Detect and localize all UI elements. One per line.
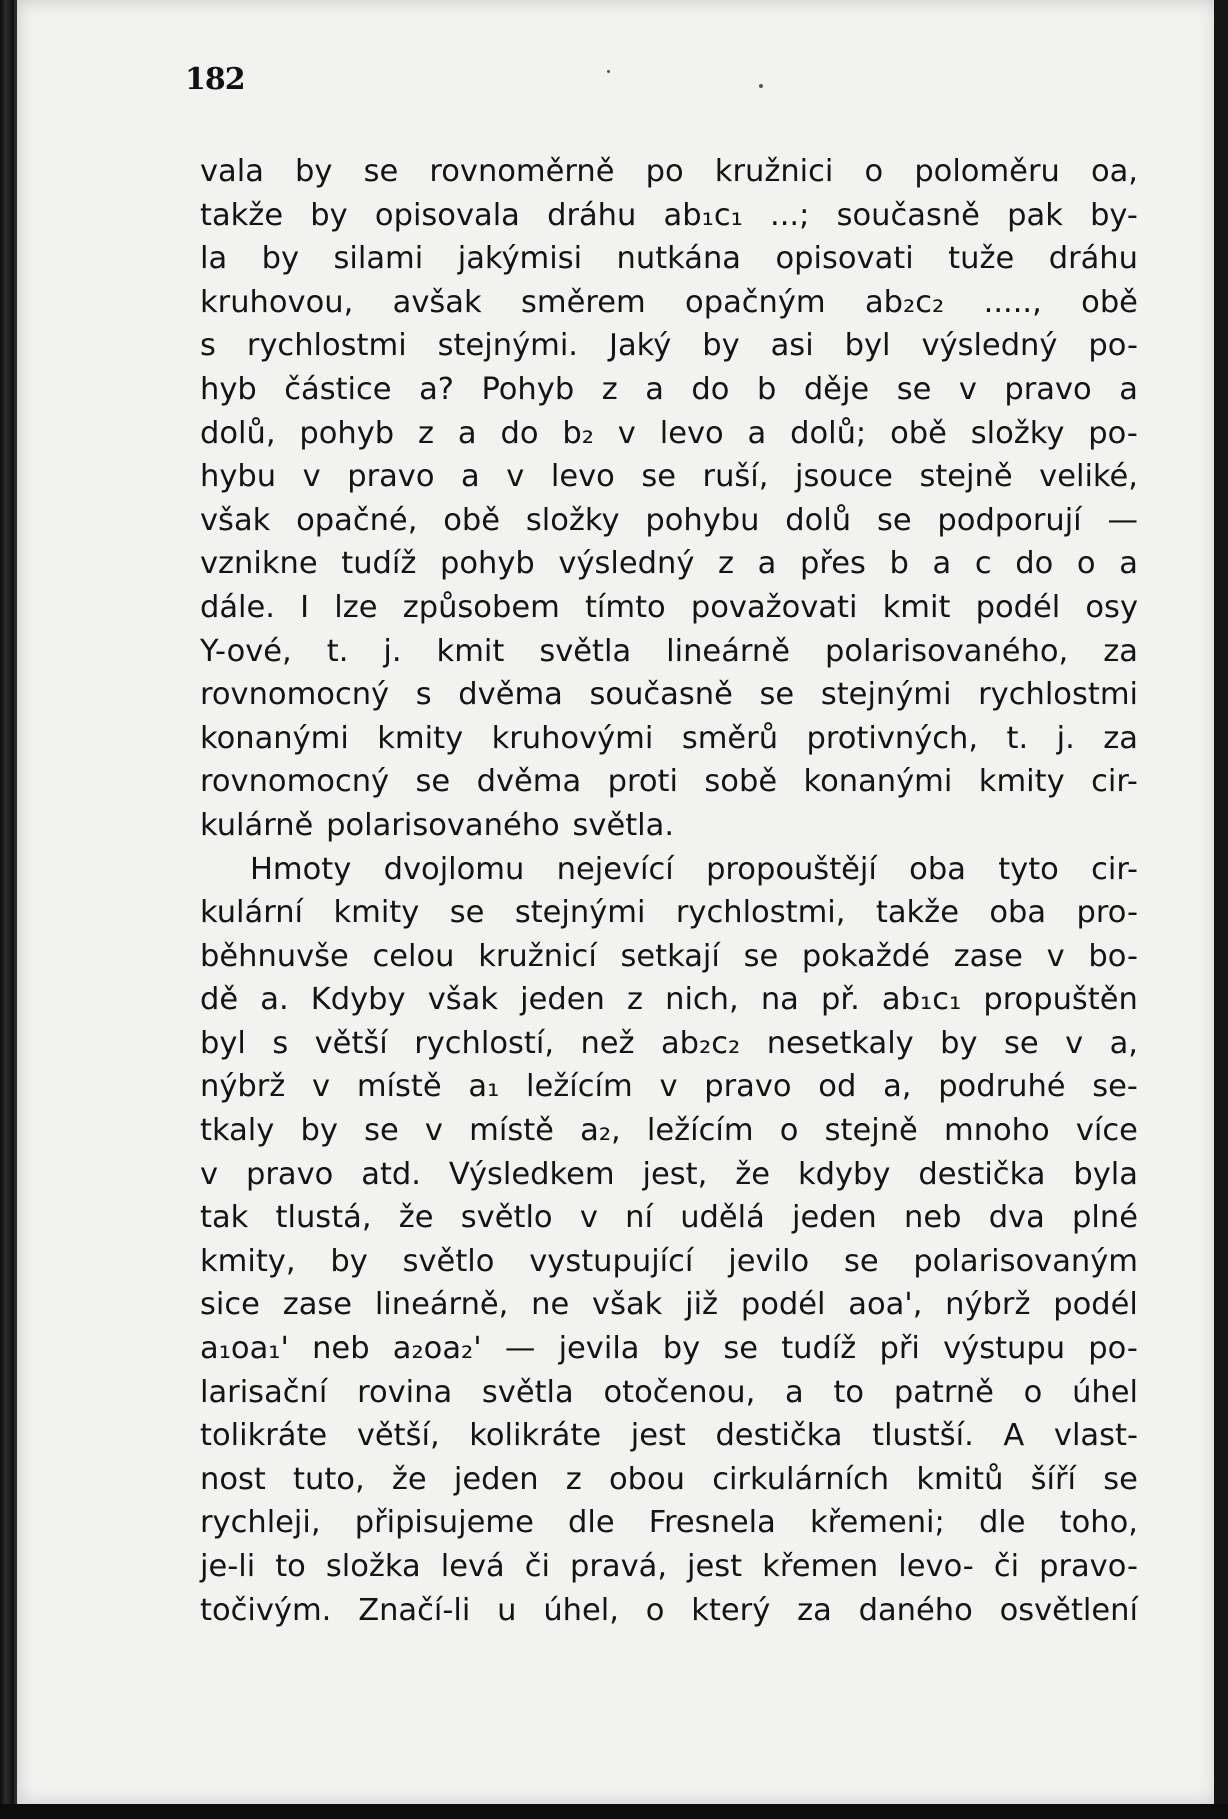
book-left-edge <box>0 0 14 1819</box>
text-line: Hmoty dvojlomu nejevící propouštějí oba tyto cir- <box>250 851 1138 887</box>
text-line: však opačné, obě složky pohybu dolů se podporují — <box>200 502 1138 538</box>
text-line: v pravo atd. Výsledkem jest, že kdyby destička byla <box>200 1156 1138 1192</box>
text-line: larisační rovina světla otočenou, a to patrně o úhel <box>200 1374 1138 1410</box>
text-line: vala by se rovnoměrně po kružnici o poloměru oa, <box>200 154 1138 189</box>
text-line: Y-ové, t. j. kmit světla lineárně polarisovaného, za <box>200 633 1138 669</box>
text-line: s rychlostmi stejnými. Jaký by asi byl výsledný po- <box>200 328 1138 364</box>
text-line: konanými kmity kruhovými směrů protivných, t. j. za <box>200 720 1138 756</box>
text-line: hyb částice a? Pohyb z a do b děje se v pravo a <box>200 371 1138 407</box>
text-line: hybu v pravo a v levo se ruší, jsouce stejně veliké, <box>200 459 1138 495</box>
print-speck <box>607 70 610 73</box>
body-text <box>200 150 1138 1632</box>
book-right-edge <box>1214 0 1228 1819</box>
page-number: 182 <box>185 62 245 97</box>
text-line: dále. I lze způsobem tímto považovati kmit podél osy <box>200 589 1138 625</box>
text-line: dolů, pohyb z a do b₂ v levo a dolů; obě složky po- <box>200 415 1138 451</box>
print-speck <box>759 84 763 88</box>
text-line: tak tlustá, že světlo v ní udělá jeden neb dva plné <box>200 1200 1138 1236</box>
text-line: točivým. Značí-li u úhel, o který za daného osvětlení <box>200 1592 1138 1628</box>
text-line: rychleji, připisujeme dle Fresnela křemeni; dle toho, <box>200 1505 1138 1541</box>
text-line: sice zase lineárně, ne však již podél aoa', nýbrž podél <box>200 1287 1138 1323</box>
text-line: kulárně polarisovaného světla. <box>200 807 675 843</box>
text-line: vznikne tudíž pohyb výsledný z a přes b a c do o a <box>200 546 1138 582</box>
book-bottom-edge <box>0 1804 1228 1819</box>
text-line: běhnuvše celou kružnicí setkají se pokaždé zase v bo- <box>200 938 1138 974</box>
text-line: byl s větší rychlostí, než ab₂c₂ nesetkaly by se v a, <box>200 1025 1138 1061</box>
text-line: la by silami jakýmisi nutkána opisovati tuže dráhu <box>200 241 1138 277</box>
text-line: nýbrž v místě a₁ ležícím v pravo od a, podruhé se- <box>200 1069 1138 1105</box>
text-line: a₁oa₁' neb a₂oa₂' — jevila by se tudíž při výstupu po- <box>200 1331 1138 1367</box>
text-line: kmity, by světlo vystupující jevilo se polarisovaným <box>200 1243 1138 1279</box>
text-line: tolikráte větší, kolikráte jest destička tlustší. A vlast- <box>200 1418 1138 1454</box>
text-line: tkaly by se v místě a₂, ležícím o stejně mnoho více <box>200 1113 1138 1149</box>
text-line: rovnomocný s dvěma současně se stejnými rychlostmi <box>200 677 1138 713</box>
text-line: kulární kmity se stejnými rychlostmi, takže oba pro- <box>200 895 1138 931</box>
text-line: je-li to složka levá či pravá, jest křemen levo- či pravo- <box>200 1549 1138 1584</box>
text-line: dě a. Kdyby však jeden z nich, na př. ab₁c₁ propuštěn <box>200 982 1138 1018</box>
text-line: takže by opisovala dráhu ab₁c₁ ...; současně pak by- <box>200 197 1138 233</box>
text-line: kruhovou, avšak směrem opačným ab₂c₂ ....., obě <box>200 284 1138 320</box>
text-line: rovnomocný se dvěma proti sobě konanými kmity cir- <box>200 764 1138 800</box>
text-line: nost tuto, že jeden z obou cirkulárních kmitů šíří se <box>200 1461 1138 1497</box>
